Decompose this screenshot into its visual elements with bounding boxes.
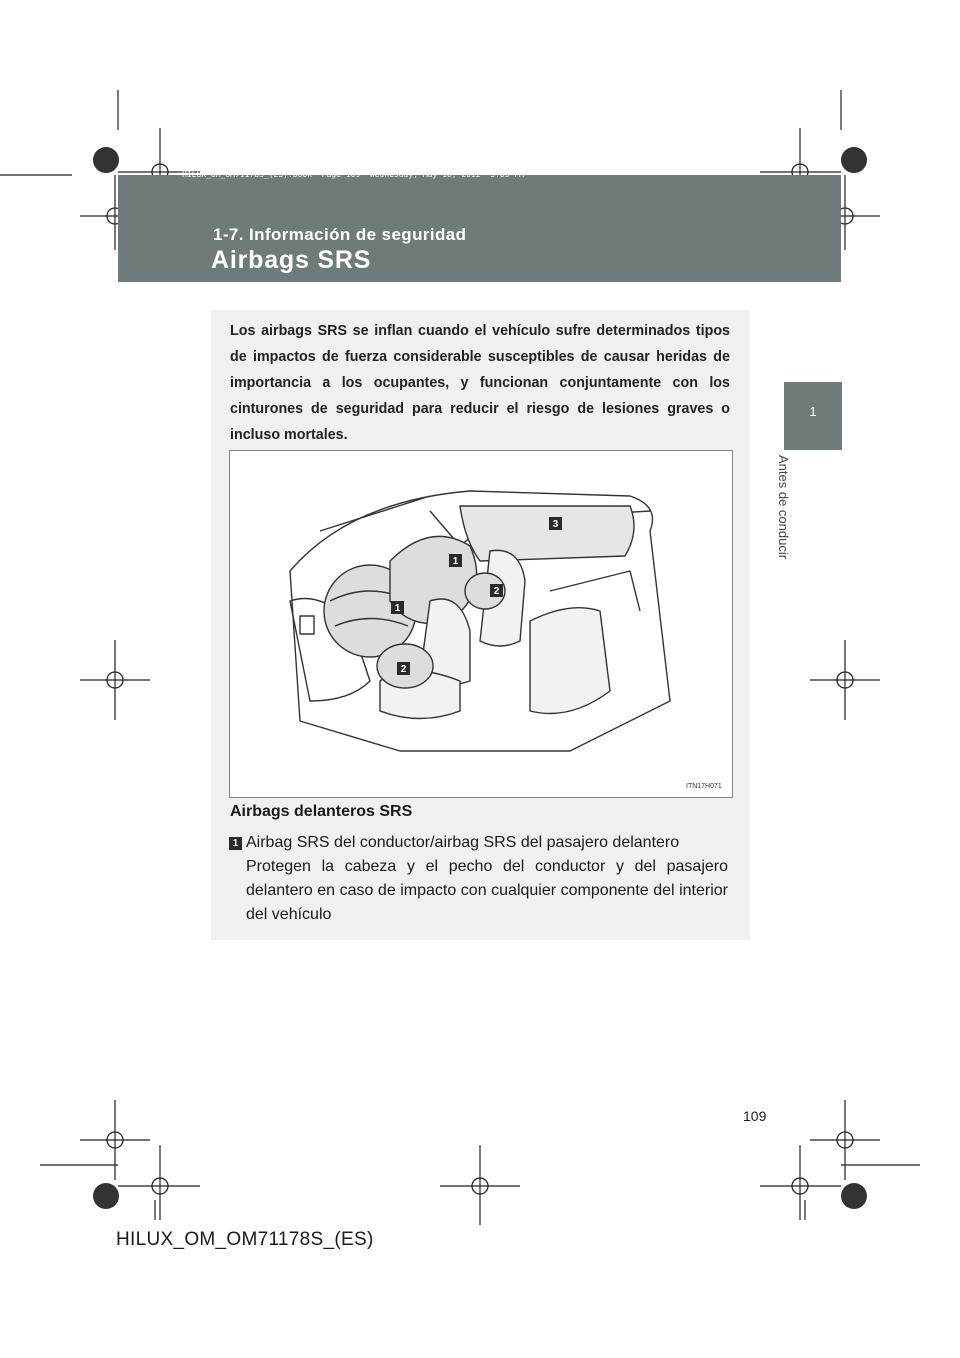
section-heading: Airbags delanteros SRS	[230, 803, 413, 820]
svg-text:3: 3	[552, 519, 559, 530]
svg-text:2: 2	[400, 664, 407, 675]
intro-paragraph: Los airbags SRS se inflan cuando el vehículo sufre determinados tipos de impactos de fuerza considerable susceptibles de causar heridas de importancia a los ocupantes, y funcionan conjuntamente con los cinturones de seguridad para reducir el riesgo de lesiones graves o incluso mortales.	[230, 323, 730, 443]
chapter-number: 1	[809, 404, 817, 419]
item-title: Airbag SRS del conductor/airbag SRS del pasajero delantero	[246, 834, 680, 851]
chapter-title: Antes de conducir	[776, 455, 791, 560]
vehicle-interior-drawing	[230, 451, 732, 797]
page-title: Airbags SRS	[211, 246, 372, 274]
section-label: 1-7. Información de seguridad	[213, 225, 467, 244]
callout-2-passenger	[490, 584, 503, 597]
callout-3-curtain	[549, 517, 562, 530]
item-description: Protegen la cabeza y el pecho del conductor y del pasajero delantero en caso de impacto con cualquier componente del interior del vehículo	[246, 858, 728, 923]
svg-text:1: 1	[394, 603, 401, 614]
svg-text:2: 2	[493, 586, 500, 597]
chapter-title-vertical	[774, 455, 794, 585]
callout-2-driver	[397, 662, 410, 675]
page-number: 109	[743, 1108, 767, 1124]
item-marker: 1	[229, 837, 242, 850]
airbag-illustration	[229, 450, 733, 798]
callout-1-driver	[391, 601, 404, 614]
book-info-line: HILUX_OM_OM71178S_(ES).book Page 109 Wednesday, May 16, 2012 3:09 PM	[182, 170, 524, 179]
figure-code: ITN17H071	[686, 783, 722, 790]
callout-1-passenger	[449, 554, 462, 567]
footer-doc-id: HILUX_OM_OM71178S_(ES)	[116, 1229, 374, 1250]
svg-text:1: 1	[452, 556, 459, 567]
